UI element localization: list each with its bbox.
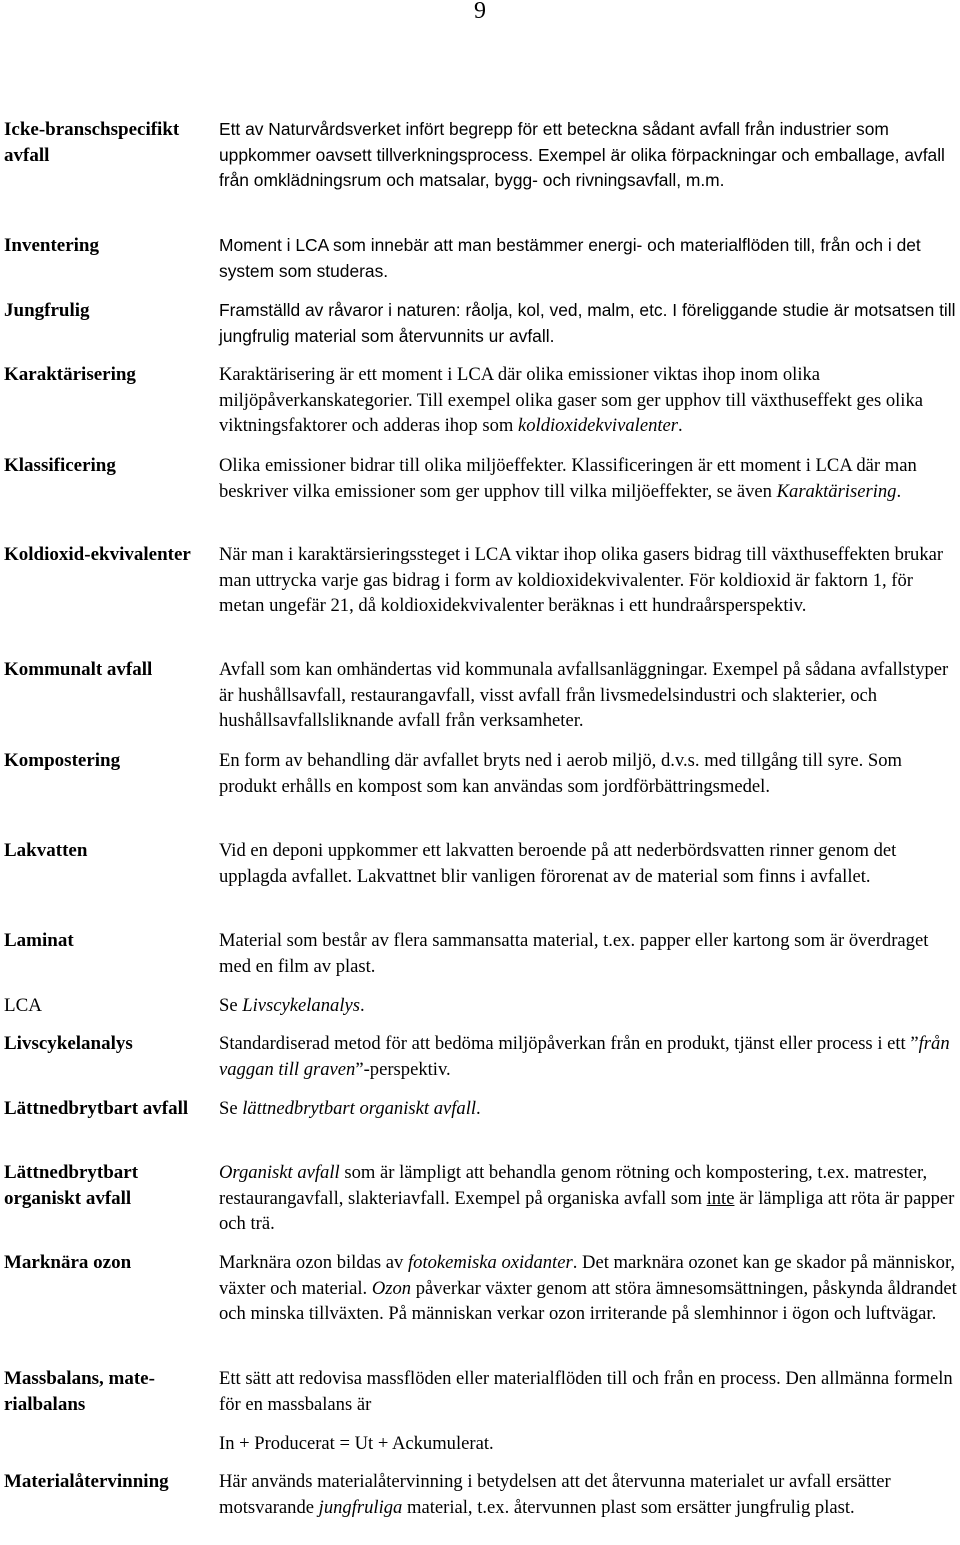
definition-underline: inte: [706, 1187, 735, 1209]
definition-massbalans: Ett sätt att redovisa massflöden eller materialflöden till och från en process. Den allmänna formeln för en massbalans är: [219, 1368, 953, 1415]
massbalans-formula: In + Producerat = Ut + Ackumulerat.: [219, 1433, 494, 1454]
term-marknara-ozon: Marknära ozon: [4, 1252, 132, 1273]
definition-emphasis: Livscykelanalys: [242, 995, 360, 1016]
term-livscykelanalys: Livscykelanalys: [4, 1033, 133, 1054]
definition-text: Karaktärisering är ett moment i LCA där olika emissioner viktas ihop inom olika miljöpåverkanskategorier. Till exempel olika gaser som ger upphov till växthuseffekt ges olika viktningsfaktorer och adderas ihop som: [219, 364, 924, 436]
definition-klassificering: [219, 453, 959, 504]
definition-text-end: ”-perspektiv.: [355, 1058, 451, 1080]
definition-text-end: material, t.ex. återvunnen plast som ersätter jungfrulig plast.: [402, 1496, 855, 1518]
term-icke-branschspecifikt-avfall: Icke-branschspecifikt avfall: [4, 119, 180, 166]
term-koldioxidekvivalenter: Koldioxid-ekvivalenter: [4, 544, 191, 565]
definition-emphasis: Organiskt avfall: [219, 1162, 340, 1183]
definition-emphasis: lättnedbrytbart organiskt avfall: [242, 1098, 477, 1119]
term-kompostering: Kompostering: [4, 750, 121, 771]
definition-text: Se: [219, 1098, 243, 1119]
term-karaktarisering: Karaktärisering: [4, 364, 136, 385]
definition-emphasis: Karaktärisering: [776, 480, 897, 502]
definition-text-middle: . Det marknära ozonet kan ge skador på människor, växter och material.: [219, 1252, 956, 1299]
definition-marknara-ozon: [219, 1250, 959, 1327]
definition-inventering: Moment i LCA som innebär att man bestämmer energi- och materialflöden till, från och i det system som studeras.: [219, 235, 921, 281]
definition-lca: [219, 993, 959, 1019]
definition-emphasis-fotokemiska: fotokemiska oxidanter: [407, 1252, 573, 1273]
definition-text-end: .: [896, 480, 902, 502]
term-jungfrulig: Jungfrulig: [4, 300, 90, 321]
definition-lattnedbrytbart-organiskt-avfall: [219, 1160, 959, 1237]
definition-kommunalt-avfall: Avfall som kan omhändertas vid kommunala avfallsanläggningar. Exempel på sådana avfallstyper är hushållsavfall, restaurangavfall, visst avfall från livsmedelsindustri och slakterier, och hushållsavfallsliknande avfall från verksamheter.: [219, 659, 949, 731]
definition-emphasis: jungfruliga: [318, 1496, 403, 1518]
definition-text-end: .: [476, 1098, 481, 1119]
term-klassificering: Klassificering: [4, 455, 116, 476]
definition-karaktarisering: [219, 362, 959, 439]
definition-emphasis: från vaggan till graven: [219, 1033, 950, 1080]
definition-lattnedbrytbart-avfall: [219, 1096, 959, 1122]
term-inventering: Inventering: [4, 235, 99, 256]
definition-laminat: Material som består av flera sammansatta material, t.ex. papper eller kartong som är överdraget med en film av plast.: [219, 930, 929, 977]
term-lattnedbrytbart-avfall: Lättnedbrytbart avfall: [4, 1098, 189, 1119]
term-kommunalt-avfall: Kommunalt avfall: [4, 659, 153, 680]
definition-text-end: .: [359, 995, 365, 1016]
term-laminat: Laminat: [4, 930, 74, 951]
definition-kompostering: En form av behandling där avfallet bryts ned i aerob miljö, d.v.s. med tillgång till syre. Som produkt erhålls en kompost som kan användas som jordförbättringsmedel.: [219, 750, 903, 797]
definition-text: Olika emissioner bidrar till olika miljöeffekter. Klassificeringen är ett moment i LCA där man beskriver vilka emissioner som ger upphov till vilka miljöeffekter, se även: [219, 455, 917, 502]
term-materialatervinning: Materialåtervinning: [4, 1471, 169, 1492]
definition-text-end: är lämpliga att röta är papper och trä.: [219, 1187, 955, 1234]
definition-text: Se: [219, 995, 243, 1016]
term-lattnedbrytbart-organiskt-avfall: Lättnedbrytbart organiskt avfall: [4, 1162, 139, 1209]
page-number: 9: [474, 0, 486, 24]
definition-lakvatten: Vid en deponi uppkommer ett lakvatten beroende på att nederbördsvatten rinner genom det upplagda avfallet. Lakvattnet blir vanligen förorenat av de material som finns i avfallet.: [219, 840, 897, 887]
definition-text-end: påverkar växter genom att störa ämnesomsättningen, påskynda åldrandet och minska tillväxten. På människan verkar ozon irriterande på slemhinnor i ögon och luftvägar.: [219, 1277, 957, 1324]
definition-emphasis: koldioxidekvivalenter: [517, 415, 679, 436]
definition-text-end: .: [678, 415, 683, 436]
definition-text: Standardiserad metod för att bedöma miljöpåverkan från en produkt, tjänst eller process i ett ”: [219, 1033, 919, 1054]
term-lakvatten: Lakvatten: [4, 840, 88, 861]
definition-materialatervinning: [219, 1469, 959, 1520]
definition-text: som är lämpligt att behandla genom rötning och kompostering, t.ex. matrester, restaurangavfall, slakteriavfall. Exempel på organiska avfall som: [219, 1162, 928, 1209]
definition-text: Marknära ozon bildas av: [219, 1252, 408, 1273]
definition-koldioxidekvivalenter: När man i karaktärsieringssteget i LCA viktar ihop olika gasers bidrag till växthuseffekten brukar man uttrycka varje gas bidrag i form av koldioxidekvivalenter. För koldioxid är faktorn 1, för metan ungefär 21, då koldioxidekvivalenter beräknas i ett hundraårsperspektiv.: [219, 544, 944, 616]
definition-text: Här används materialåtervinning i betydelsen att det återvunna materialet ur avfall ersätter motsvarande: [219, 1471, 891, 1518]
definition-icke-branschspecifikt-avfall: Ett av Naturvårdsverket infört begrepp för ett beteckna sådant avfall från industrier som uppkommer oavsett tillverkningsprocess. Exempel är olika förpackningar och emballage, avfall från omklädningsrum och matsalar, bygg- och rivningsavfall, m.m.: [219, 119, 945, 190]
definition-jungfrulig: Framställd av råvaror i naturen: råolja, kol, ved, malm, etc. I föreliggande studie är motsatsen till jungfrulig material som återvunnits ur avfall.: [219, 300, 956, 346]
term-lca: LCA: [4, 995, 42, 1016]
definition-emphasis-ozon: Ozon: [371, 1277, 412, 1299]
definition-livscykelanalys: [219, 1031, 959, 1082]
term-massbalans: Massbalans, materialbalans: [4, 1368, 155, 1415]
